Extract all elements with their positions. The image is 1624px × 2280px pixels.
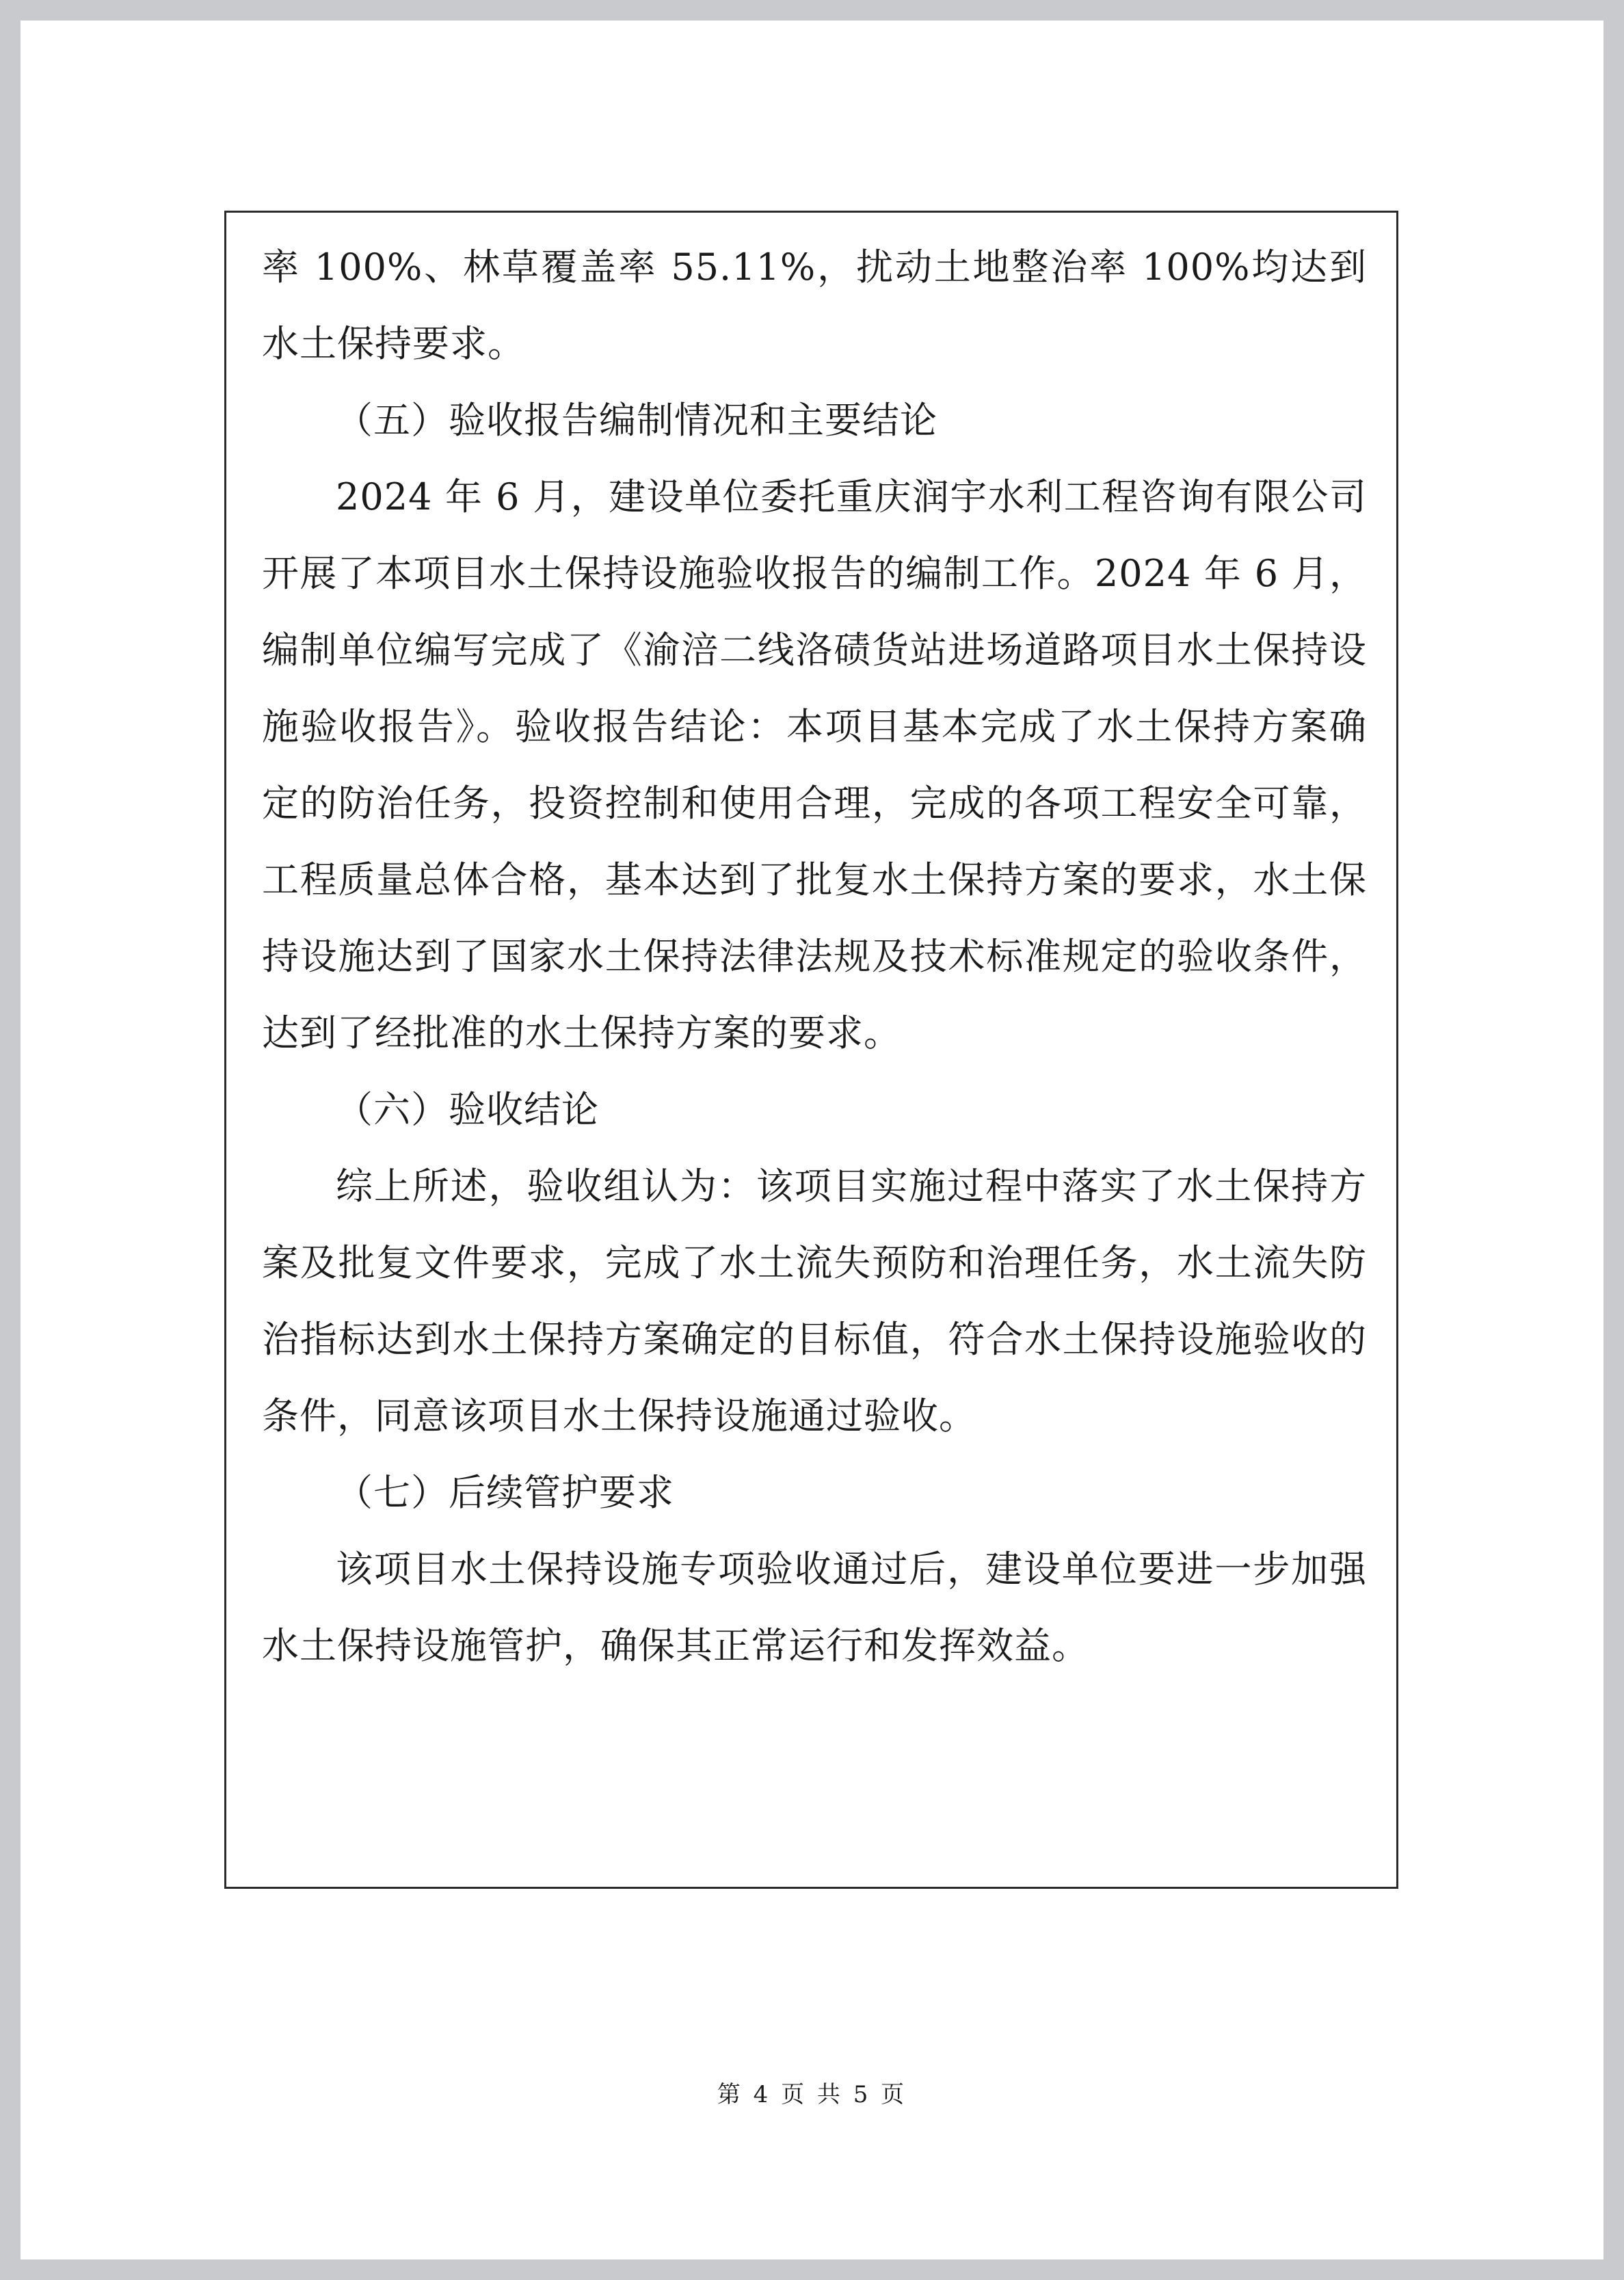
- paragraph-maintenance: 该项目水土保持设施专项验收通过后，建设单位要进一步加强水土保持设施管护，确保其正常运行和发挥效益。: [262, 1548, 1367, 1667]
- paragraph-report-conclusion: 2024 年 6 月，建设单位委托重庆润宇水利工程咨询有限公司开展了本项目水土保持设施验收报告的编制工作。2024 年 6 月，编制单位编写完成了《渝涪二线洛碛货站进场道路项目水土保持设施验收报告》。验收报告结论：本项目基本完成了水土保持方案确定的防治任务，投资控制和使用合理，完成的各项工程安全可靠，工程质量总体合格，基本达到了批复水土保持方案的要求，水土保持设施达到了国家水土保持法律法规及技术标准规定的验收条件，达到了经批准的水土保持方案的要求。: [262, 475, 1367, 1055]
- section-heading-5: （五）验收报告编制情况和主要结论: [336, 399, 937, 442]
- paragraph-acceptance-conclusion: 综上所述，验收组认为：该项目实施过程中落实了水土保持方案及批复文件要求，完成了水土流失预防和治理任务，水土流失防治指标达到水土保持方案确定的目标值，符合水土保持设施验收的条件，同意该项目水土保持设施通过验收。: [262, 1165, 1367, 1437]
- section-heading-6: （六）验收结论: [336, 1088, 599, 1131]
- content-frame: [224, 211, 1398, 1889]
- section-heading-7: （七）后续管护要求: [336, 1471, 674, 1514]
- document-page: [21, 21, 1603, 2259]
- page-number: 第 4 页 共 5 页: [717, 2081, 907, 2108]
- paragraph-continuation: 率 100%、林草覆盖率 55.11%，扰动土地整治率 100%均达到水土保持要求。: [262, 246, 1367, 365]
- content-body: [262, 229, 1367, 1684]
